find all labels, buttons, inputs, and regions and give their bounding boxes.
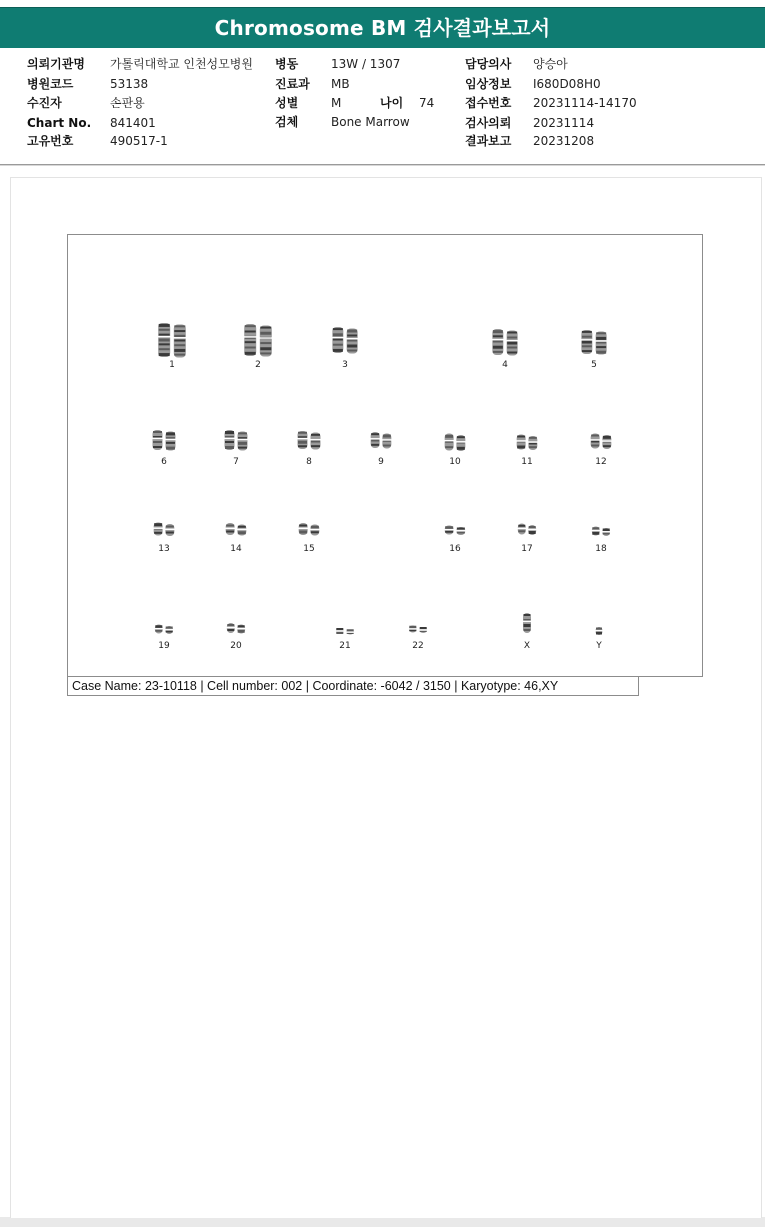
chromosome-pair-1: [158, 323, 187, 358]
patient-info-section: [0, 48, 765, 165]
chromosome-pair-3: [332, 327, 358, 354]
request-date-label: 검사의뢰: [465, 116, 512, 130]
karyogram-caption: [67, 676, 639, 696]
clinical-info-value: I680D08H0: [533, 77, 601, 91]
chromosome-label: 3: [342, 360, 348, 370]
doctor-value: 양승아: [533, 57, 568, 71]
chromosome-pair-10: [444, 434, 466, 452]
karyotype-result: Karyotype: 46,XY: [460, 679, 559, 693]
report-date-value: 20231208: [533, 134, 595, 148]
chart-no-label: Chart No.: [27, 116, 92, 130]
chromosome-label: 15: [303, 544, 315, 554]
chromosome-pair-18: [591, 527, 610, 537]
chromosome-pair-12: [590, 434, 612, 450]
chromosome-pair-13: [153, 523, 175, 537]
coordinate: Coordinate: -6042 / 3150: [312, 679, 451, 693]
chromosome-pair-9: [370, 432, 392, 449]
chromosome-pair-5: [581, 330, 607, 355]
age-label: 나이: [380, 96, 404, 110]
caption-separator: |: [450, 679, 461, 693]
chromosome-label: 22: [412, 641, 424, 651]
chromosome-label: 1: [169, 360, 175, 370]
chromosome-pair-Y: [595, 627, 603, 635]
chart-no-value: 841401: [110, 116, 156, 130]
chromosome-label: 4: [502, 360, 508, 370]
chromosome-pair-2: [244, 324, 273, 357]
request-date-value: 20231114: [533, 116, 595, 130]
chromosome-label: Y: [596, 641, 602, 651]
institution-label: 의뢰기관명: [27, 57, 85, 71]
chromosome-label: 16: [449, 544, 461, 554]
department-value: MB: [331, 77, 350, 91]
chromosome-label: 12: [595, 457, 607, 467]
hospital-code-value: 53138: [110, 77, 149, 91]
chromosome-pair-20: [226, 623, 245, 634]
unique-no-label: 고유번호: [27, 134, 74, 148]
receipt-no-label: 접수번호: [465, 96, 512, 110]
chromosome-pair-14: [225, 523, 247, 536]
chromosome-label: 8: [306, 457, 312, 467]
chromosome-pair-21: [335, 628, 354, 635]
chromosome-pair-X: [523, 613, 532, 633]
chromosome-pair-15: [298, 523, 320, 536]
report-title: Chromosome BM 검사결과보고서: [0, 7, 765, 49]
chromosome-pair-4: [492, 329, 518, 356]
chromosome-label: 2: [255, 360, 261, 370]
unique-no-value: 490517-1: [110, 134, 168, 148]
chromosome-label: 17: [521, 544, 533, 554]
cell-number: Cell number: 002: [207, 679, 303, 693]
department-label: 진료과: [275, 77, 310, 91]
chromosome-label: 19: [158, 641, 170, 651]
chromosome-label: 6: [161, 457, 167, 467]
chromosome-pair-6: [152, 430, 176, 451]
clinical-info-label: 임상정보: [465, 77, 512, 91]
hospital-code-label: 병원코드: [27, 77, 74, 91]
chromosome-label: X: [523, 641, 531, 651]
chromosome-label: 14: [230, 544, 242, 554]
recipient-value: 손판용: [110, 96, 145, 110]
karyogram-svg: [68, 235, 702, 676]
doctor-label: 담당의사: [465, 57, 512, 71]
chromosome-label: 18: [595, 544, 607, 554]
chromosome-pair-8: [297, 431, 321, 450]
chromosome-label: 20: [230, 641, 242, 651]
recipient-label: 수진자: [27, 96, 62, 110]
karyogram-image: [67, 234, 703, 677]
chromosome-pair-16: [444, 526, 466, 536]
chromosome-label: 5: [591, 360, 597, 370]
caption-separator: |: [196, 679, 208, 693]
chromosome-pair-11: [516, 435, 538, 451]
chromosome-pair-22: [408, 626, 427, 634]
caption-separator: |: [302, 679, 313, 693]
specimen-value: Bone Marrow: [331, 115, 410, 129]
chromosome-label: 13: [158, 544, 170, 554]
ward-label: 병동: [275, 57, 299, 71]
chromosome-pair-19: [154, 625, 173, 635]
receipt-no-value: 20231114-14170: [533, 96, 637, 110]
chromosome-pair-17: [517, 524, 536, 536]
chromosome-label: 9: [378, 457, 384, 467]
case-name: Case Name: 23-10118: [72, 679, 197, 693]
ward-value: 13W / 1307: [331, 57, 401, 71]
chromosome-label: 11: [521, 457, 533, 467]
sex-label: 성별: [275, 96, 299, 110]
age-value: 74: [419, 96, 435, 110]
sex-value: M: [331, 96, 342, 110]
chromosome-label: 21: [339, 641, 351, 651]
report-date-label: 결과보고: [465, 134, 512, 148]
specimen-label: 검체: [275, 115, 299, 129]
chromosome-label: 7: [233, 457, 239, 467]
chromosome-label: 10: [449, 457, 461, 467]
chromosome-pair-7: [224, 430, 248, 451]
institution-value: 가톨릭대학교 인천성모병원: [110, 57, 253, 71]
